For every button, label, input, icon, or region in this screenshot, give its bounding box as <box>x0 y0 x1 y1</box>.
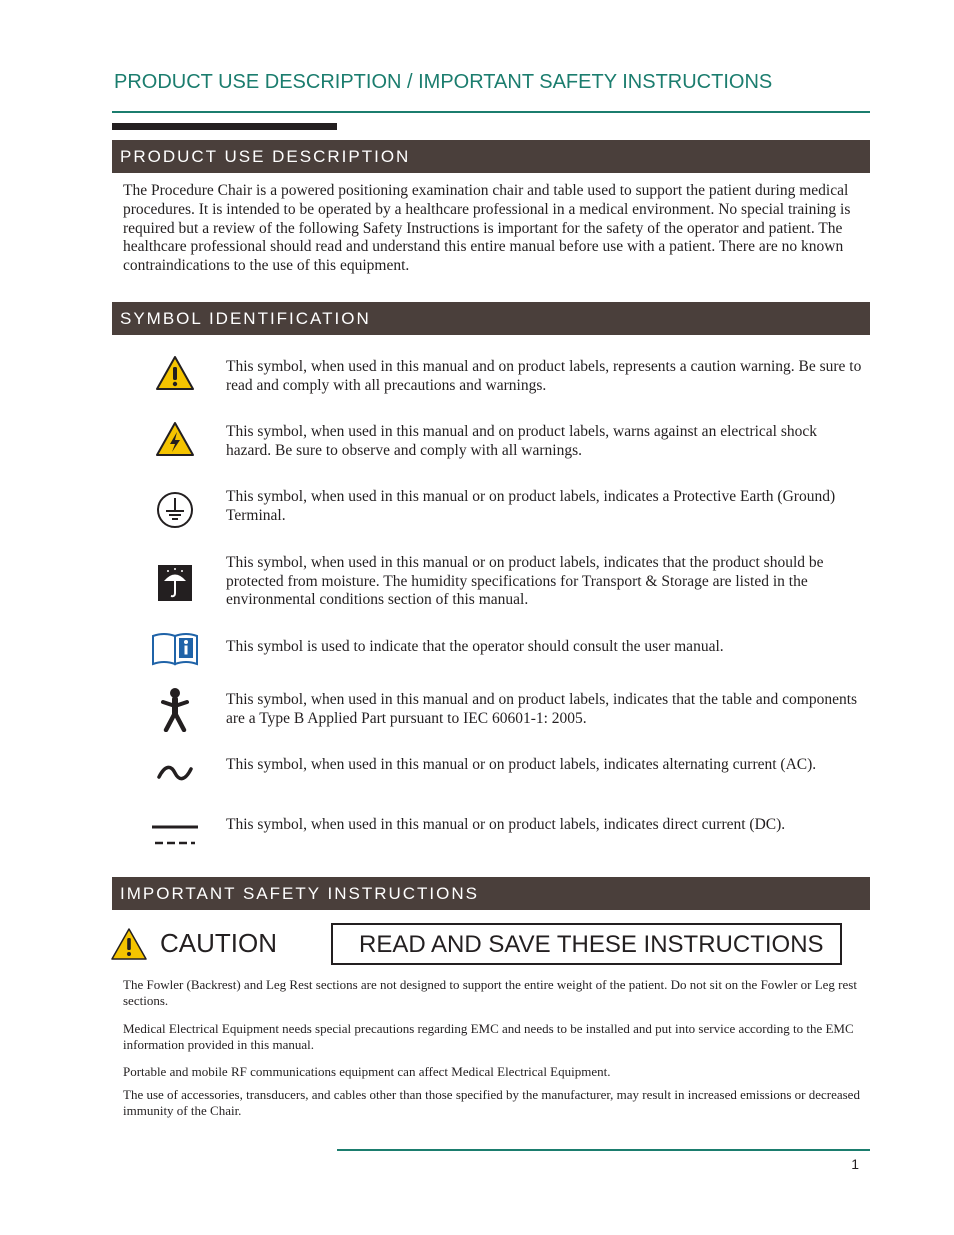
electrical-shock-icon <box>150 421 200 457</box>
caution-warning-icon <box>150 355 200 391</box>
symbol-description: This symbol, when used in this manual or on product labels, indicates a Protective Earth (Ground) Terminal. <box>226 488 836 524</box>
read-and-save-banner: READ AND SAVE THESE INSTRUCTIONS <box>331 923 842 965</box>
symbol-description: This symbol, when used in this manual and on product labels, warns against an electrical shock hazard. Be sure to observe and comply with all warnings. <box>226 423 818 459</box>
safety-paragraph: Portable and mobile RF communications equipment can affect Medical Electrical Equipment. <box>123 1064 611 1079</box>
alternating-current-icon <box>150 763 200 783</box>
safety-paragraph: The Fowler (Backrest) and Leg Rest sections are not designed to support the entire weight of the patient. Do not sit on the Fowler or Leg rest sections. <box>123 977 857 1008</box>
footer-rule <box>337 1149 870 1151</box>
symbol-description: This symbol, when used in this manual or on product labels, indicates that the product should be protected from moisture. The humidity specifications for Transport & Storage are listed in the environmental conditions section of this manual. <box>226 554 824 608</box>
symbol-description: This symbol, when used in this manual and on product labels, indicates that the table and components are a Type B Applied Part pursuant to IEC 60601-1: 2005. <box>226 691 858 727</box>
symbol-description: This symbol, when used in this manual or on product labels, indicates direct current (DC). <box>226 816 786 833</box>
direct-current-icon <box>150 823 200 847</box>
product-use-paragraph: The Procedure Chair is a powered positioning examination chair and table used to support the patient during medical procedures. It is intended to be operated by a healthcare professional in a medical environment. No special training is required but a review of the following Safety Instructions is important for the safety of the operator and patient. The healthcare professional should read and understand this entire manual before use with a patient. There are no known contraindications to the use of this equipment. <box>123 182 851 275</box>
type-b-applied-part-icon <box>150 688 200 732</box>
section-heading-symbols: SYMBOL IDENTIFICATION <box>112 302 870 335</box>
page-number: 1 <box>851 1156 859 1172</box>
section-heading-product-use: PRODUCT USE DESCRIPTION <box>112 140 870 173</box>
header-accent-bar <box>112 123 337 130</box>
page-title: PRODUCT USE DESCRIPTION / IMPORTANT SAFETY INSTRUCTIONS <box>114 71 773 93</box>
symbol-description: This symbol, when used in this manual or on product labels, indicates alternating current (AC). <box>226 756 817 773</box>
symbol-description: This symbol is used to indicate that the operator should consult the user manual. <box>226 638 724 655</box>
caution-warning-icon <box>110 927 148 966</box>
protective-earth-icon <box>150 490 200 530</box>
safety-paragraph: Medical Electrical Equipment needs special precautions regarding EMC and needs to be installed and put into service according to the EMC information provided in this manual. <box>123 1021 854 1052</box>
caution-label: CAUTION <box>160 928 277 958</box>
section-heading-safety: IMPORTANT SAFETY INSTRUCTIONS <box>112 877 870 910</box>
keep-dry-umbrella-icon <box>150 565 200 601</box>
symbol-description: This symbol, when used in this manual and on product labels, represents a caution warning. Be sure to read and comply with all precautions and warnings. <box>226 358 862 394</box>
safety-paragraph: The use of accessories, transducers, and cables other than those specified by the manufacturer, may result in increased emissions or decreased immunity of the Chair. <box>123 1087 860 1118</box>
consult-manual-icon <box>150 632 200 666</box>
header-rule <box>112 111 870 113</box>
